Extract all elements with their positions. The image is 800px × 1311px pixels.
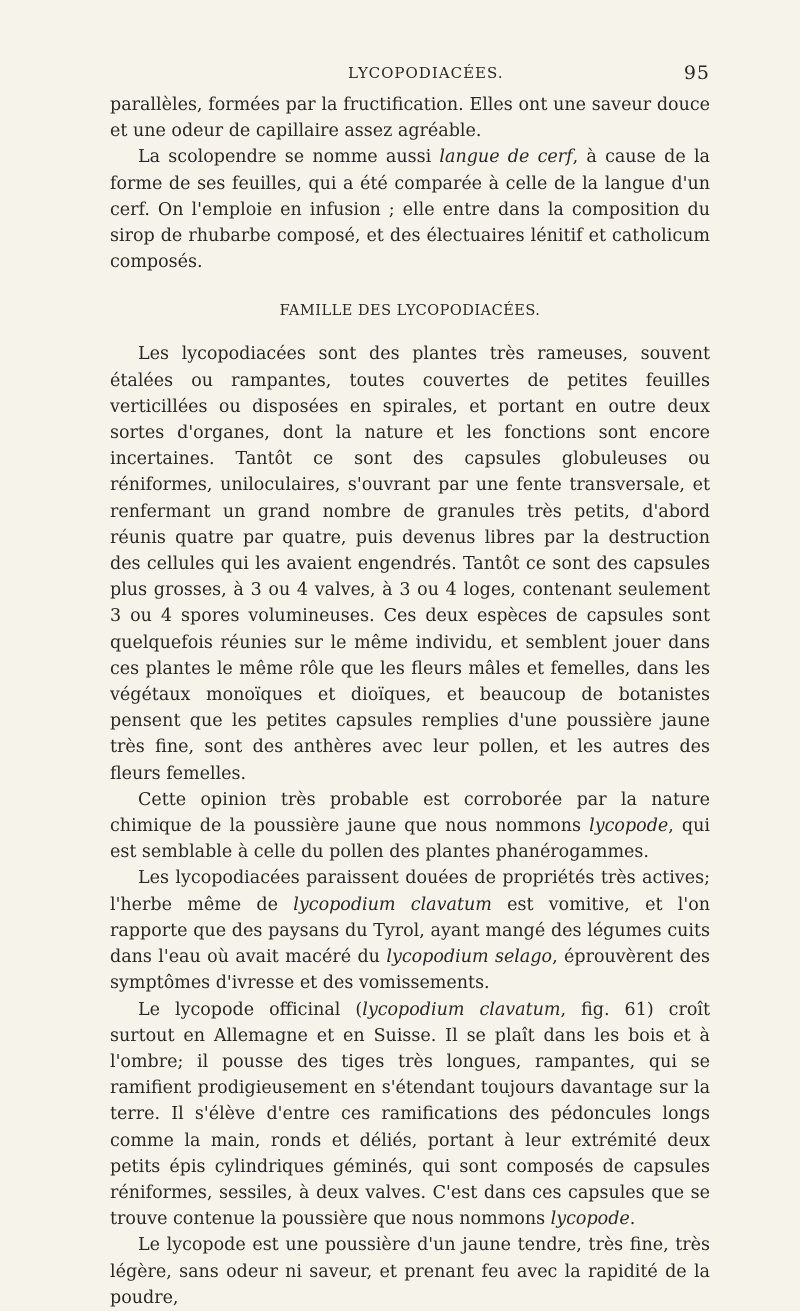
running-title: LYCOPODIACÉES. xyxy=(348,64,504,82)
paragraph-opinion xyxy=(110,787,710,866)
text-run: , fig. 61) croît surtout en Allemagne et en Suisse. Il se plaît dans les bois et à l'ombre; il pousse des tiges très longues, rampantes, qui se ramifient prodigieusement en s'étendant toujours davantage sur la terre. Il s'élève d'entre ces ramifications des pédoncules longs comme la main, ronds et déliés, portant à leur extrémité deux petits épis cylindriques géminés, qui sont composés de capsules réniformes, sessiles, à deux valves. C'est dans ces capsules que se trouve contenue la poussière que nous nommons xyxy=(110,999,710,1230)
paragraph-scolopendre xyxy=(110,144,710,275)
running-header xyxy=(110,62,710,92)
page-number: 95 xyxy=(683,62,710,84)
text-run: Les lycopodiacées paraissent douées de propriétés très actives; l'herbe même de xyxy=(110,868,710,915)
text-run: Cette opinion très probable est corroborée par la nature chimique de la poussière jaune que nous nommons xyxy=(110,789,710,837)
italic-term: lycopode xyxy=(550,1209,630,1230)
italic-term: lycopodium clavatum xyxy=(293,894,492,915)
paragraph-lycopode-officinal xyxy=(110,997,710,1233)
text-run: , qui est semblable à celle du pollen des plantes phanérogammes. xyxy=(110,816,710,863)
italic-term: lycopodium clavatum xyxy=(362,999,561,1020)
text-run: est vomitive, et l'on rapporte que des paysans du Tyrol, ayant mangé des légumes cuits dans l'eau où avait macéré du xyxy=(110,894,710,968)
paragraph-proprietes xyxy=(110,865,710,996)
paragraph-lycopode-description: Le lycopode est une poussière d'un jaune tendre, très fine, très légère, sans odeur ni saveur, et prenant feu avec la rapidité de la poudre, xyxy=(110,1235,710,1308)
book-page xyxy=(110,62,710,1311)
text-run: La scolopendre se nomme aussi xyxy=(138,147,440,168)
paragraph-lycopodiacees-intro: Les lycopodiacées sont des plantes très rameuses, souvent étalées ou rampantes, toutes couvertes de petites feuilles verticillées ou disposées en spirales, et portant en outre deux sortes d'organes, dont la nature et les fonctions sont encore incertaines. Tantôt ce sont des capsules globuleuses ou réniformes, uniloculaires, s'ouvrant par une fente transversale, et renfermant un grand nombre de granules très petits, d'abord réunis quatre par quatre, puis devenus libres par la destruction des cellules qui les avaient engendrés. Tantôt ce sont des capsules plus grosses, à 3 ou 4 valves, à 3 ou 4 loges, contenant seulement 3 ou 4 spores volumineuses. Ces deux espèces de capsules sont quelquefois réunies sur le même individu, et semblent jouer dans ces plantes le même rôle que les fleurs mâles et femelles, dans les végétaux monoïques et dioïques, et beaucoup de botanistes pensent que les petites capsules remplies d'une poussière jaune très fine, sont des anthères avec leur pollen, et les autres des fleurs femelles. xyxy=(110,344,710,784)
paragraph-continuation: parallèles, formées par la fructification. Elles ont une saveur douce et une odeur de capillaire assez agréable. xyxy=(110,95,710,142)
italic-term: lycopode xyxy=(589,816,669,837)
italic-term: langue de cerf xyxy=(439,147,573,168)
text-run: , éprouvèrent des symptômes d'ivresse et des vomissements. xyxy=(110,947,710,994)
section-heading: FAMILLE DES LYCOPODIACÉES. xyxy=(279,303,541,320)
text-run: . xyxy=(629,1209,636,1230)
text-run: Le lycopode officinal ( xyxy=(138,999,363,1020)
text-run: , à cause de la forme de ses feuilles, qui a été comparée à celle de la langue d'un cerf. On l'emploie en infusion ; elle entre dans la composition du sirop de rhubarbe composé, et des électuaires lénitif et catholicum composés. xyxy=(110,147,710,273)
italic-term: lycopodium selago xyxy=(386,947,553,968)
